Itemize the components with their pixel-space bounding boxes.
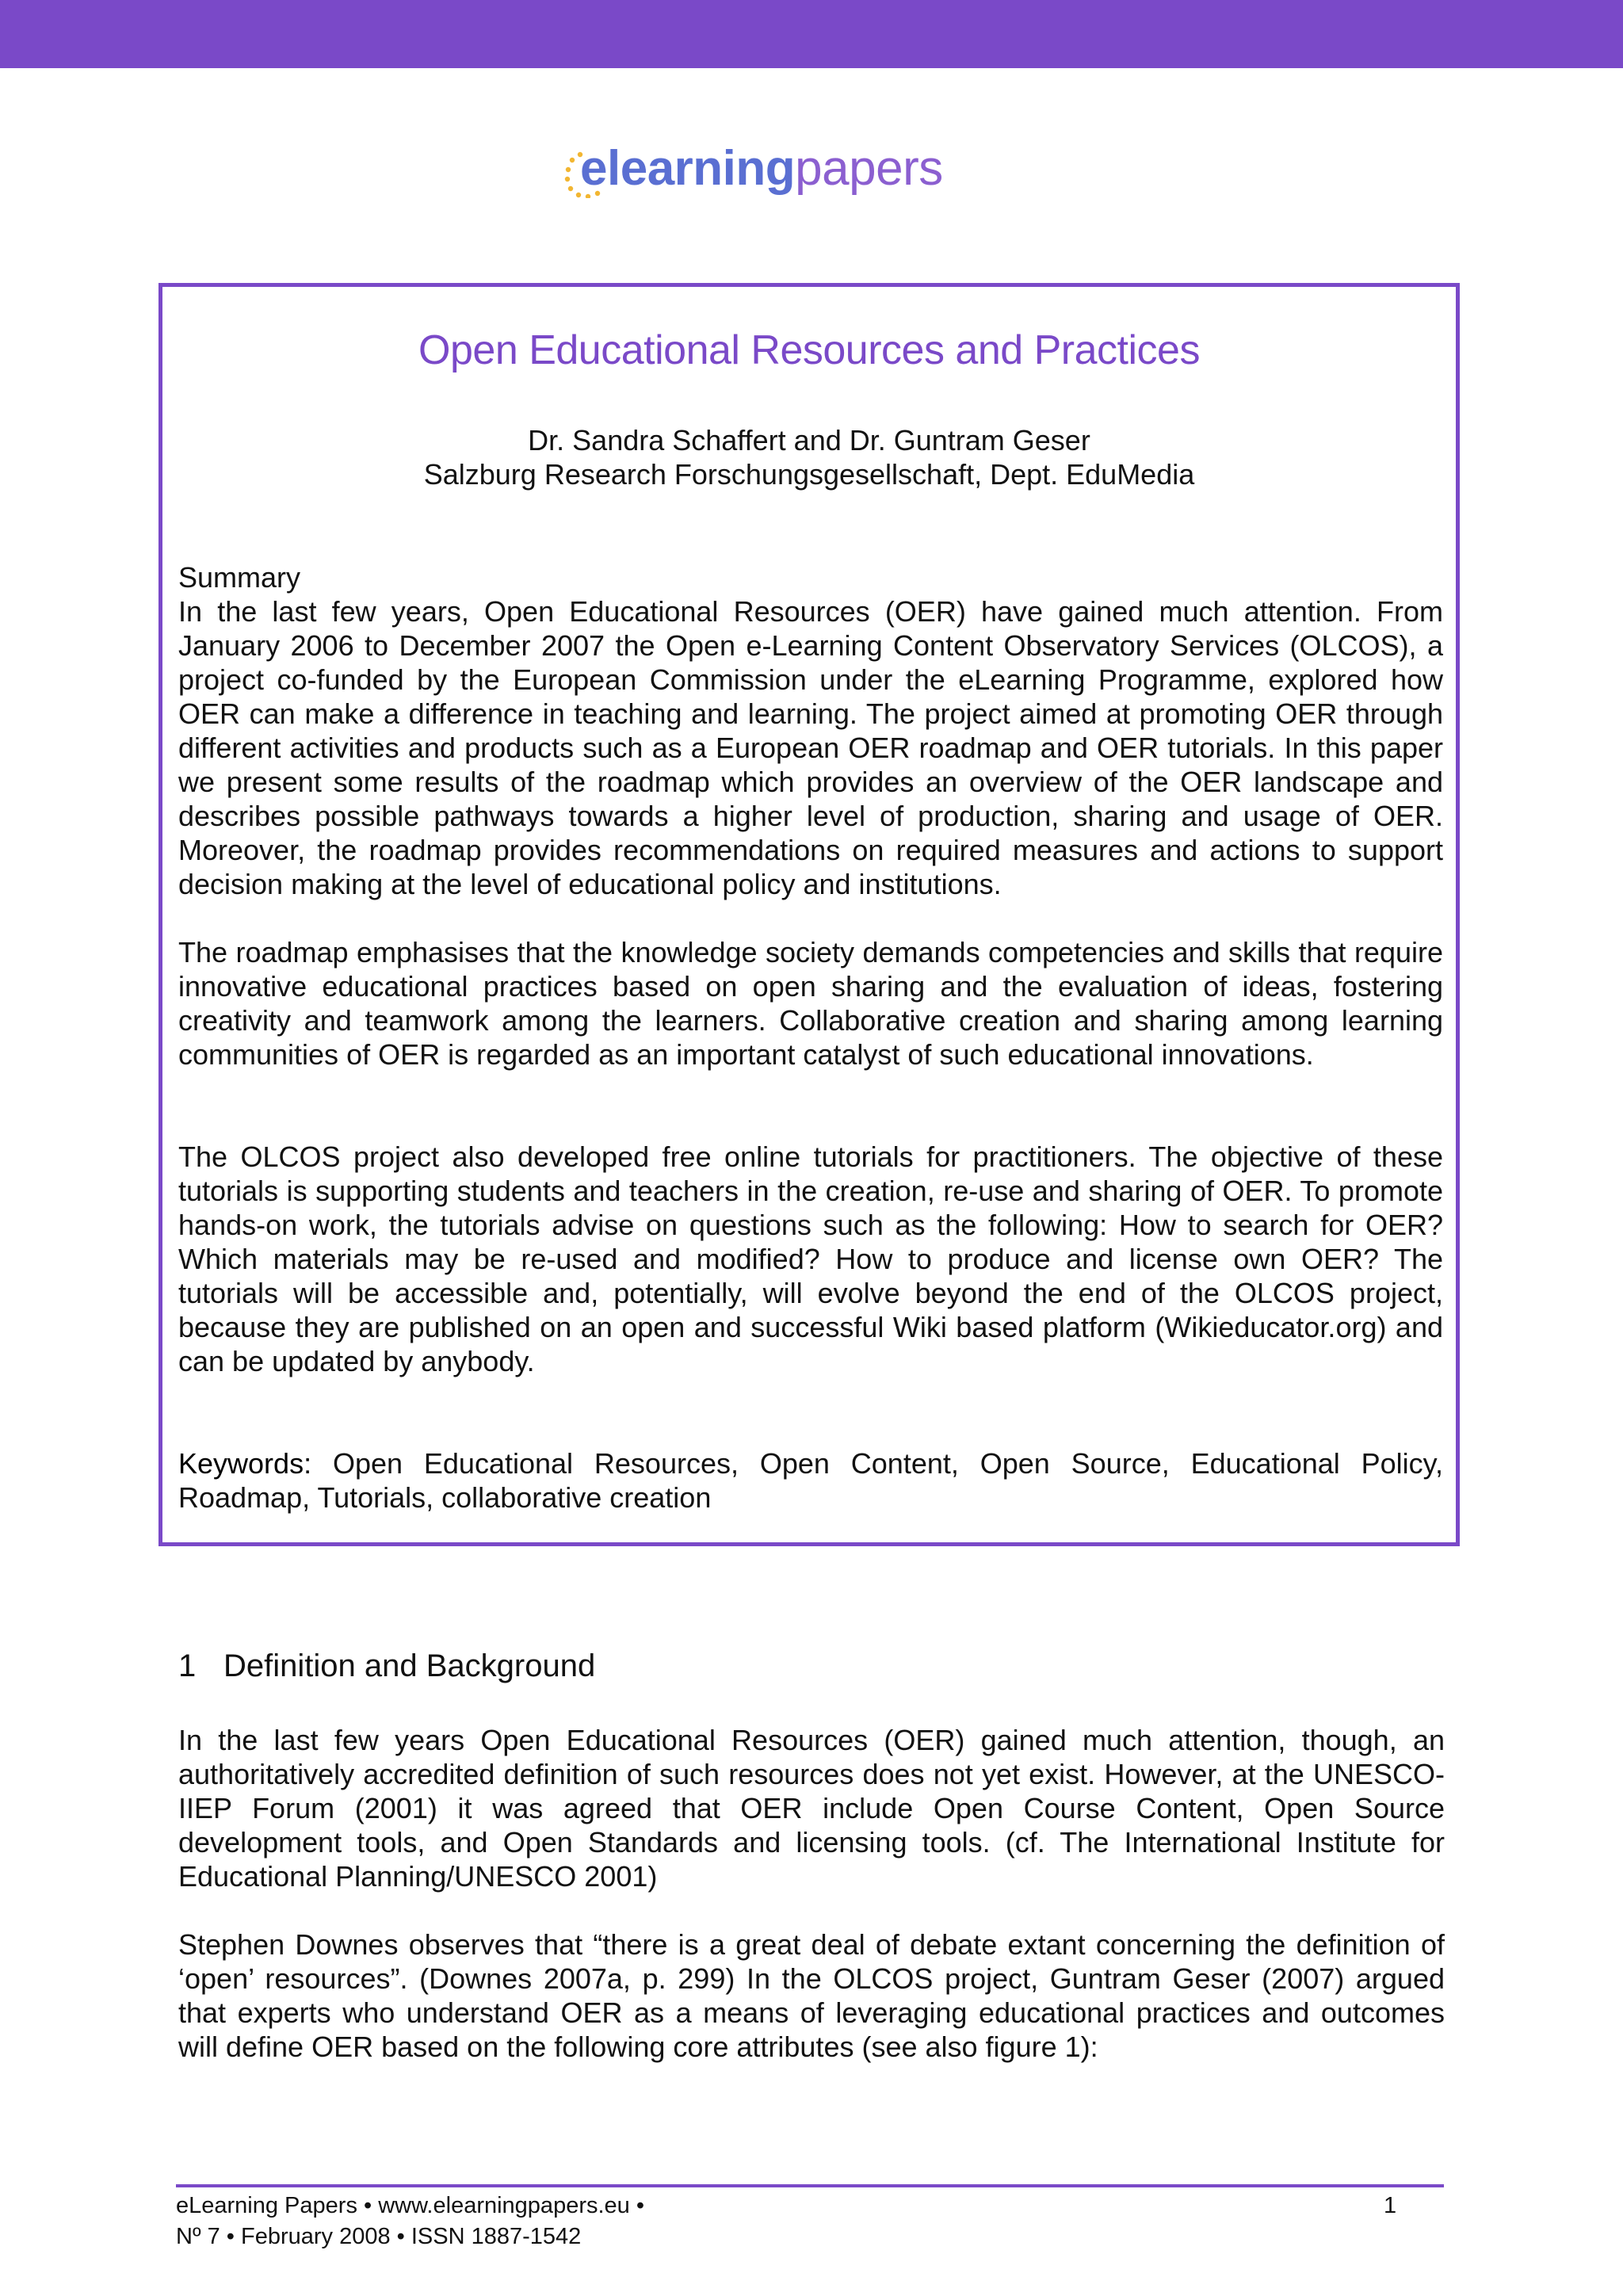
summary-heading: Summary <box>178 561 301 594</box>
section-number: 1 <box>178 1648 197 1683</box>
logo-wordmark <box>580 141 943 196</box>
abstract-box <box>158 283 1460 1546</box>
footer-line-1: eLearning Papers • www.elearningpapers.eu • <box>176 2193 645 2218</box>
keywords-paragraph <box>178 1446 1443 1515</box>
logo-text-elearning: elearning <box>580 141 796 196</box>
summary-paragraph-3: The OLCOS project also developed free online tutorials for practitioners. The objective of these tutorials is supporting students and teachers in the creation, re-use and sharing of OER. To promote hands-on work, the tutorials advise on questions such as the following: How to search for OER? Which materials may be re-used and modified? How to produce and license own OER? The tutorials will be accessible and, potentially, will evolve beyond the end of the OLCOS project, because they are published on an open and successful Wiki based platform (Wikieducator.org) and can be updated by anybody. <box>178 1140 1443 1377</box>
top-color-bar <box>0 0 1623 68</box>
keywords-list: Open Educational Resources, Open Content, Open Source, Educational Policy, Roadmap, Tutorials, collaborative creation <box>178 1447 1443 1514</box>
summary-paragraph-1: In the last few years, Open Educational Resources (OER) have gained much attention. From January 2006 to December 2007 the Open e-Learning Content Observatory Services (OLCOS), a project co-funded by the European Commission under the eLearning Programme, explored how OER can make a difference in teaching and learning. The project aimed at promoting OER through different activities and products such as a European OER roadmap and OER tutorials. In this paper we present some results of the roadmap which provides an overview of the OER landscape and describes possible pathways towards a higher level of production, sharing and usage of OER. Moreover, the roadmap provides recommendations on required measures and actions to support decision making at the level of educational policy and institutions. <box>178 595 1443 900</box>
logo-text-papers: papers <box>795 141 943 196</box>
summary-paragraph-2: The roadmap emphasises that the knowledge society demands competencies and skills that require innovative educational practices based on open sharing and the evaluation of ideas, fostering creativity and teamwork among the learners. Collaborative creation and sharing among learning communities of OER is regarded as an important catalyst of such educational innovations. <box>178 936 1443 1071</box>
author-affiliation: Salzburg Research Forschungsgesellschaft, Dept. EduMedia <box>423 458 1195 491</box>
author-block <box>162 423 1456 491</box>
footer-divider <box>176 2184 1444 2187</box>
section-title: Definition and Background <box>223 1648 596 1683</box>
footer-info <box>176 2191 644 2252</box>
paper-title: Open Educational Resources and Practices <box>418 327 1200 373</box>
author-names: Dr. Sandra Schaffert and Dr. Guntram Geser <box>528 424 1090 457</box>
keywords-label: Keywords: <box>178 1447 312 1480</box>
body-paragraph-2: Stephen Downes observes that “there is a great deal of debate extant concerning the definition of ‘open’ resources”. (Downes 2007a, p. 299) In the OLCOS project, Guntram Geser (2007) argued that experts who understand OER as a means of leveraging educational practices and outcomes will define OER based on the following core attributes (see also figure 1): <box>178 1928 1445 2063</box>
page-number: 1 <box>1384 2193 1397 2218</box>
footer-line-2: Nº 7 • February 2008 • ISSN 1887-1542 <box>176 2224 582 2249</box>
section-heading <box>178 1648 595 1684</box>
body-paragraph-1: In the last few years Open Educational Resources (OER) gained much attention, though, an authoritatively accredited definition of such resources does not yet exist. However, at the UNESCO-IIEP Forum (2001) it was agreed that OER include Open Course Content, Open Source development tools, and Open Standards and licensing tools. (cf. The International Institute for Educational Planning/UNESCO 2001) <box>178 1724 1445 1893</box>
